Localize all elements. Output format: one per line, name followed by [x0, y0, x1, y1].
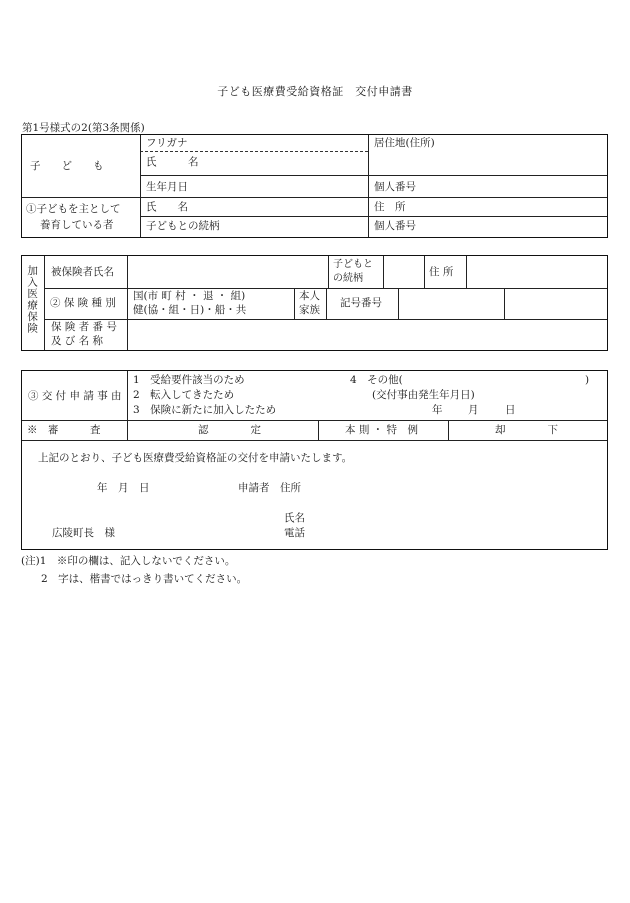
col-divider [127, 371, 128, 420]
document-title: 子ども医療費受給資格証 交付申請書 [217, 85, 413, 98]
special-rule-label: 本 則 ・ 特 例 [345, 424, 419, 436]
reason-option-1: 1 受給要件該当のため [133, 374, 245, 386]
applicant-phone-label: 電話 [284, 527, 305, 539]
col-divider [318, 421, 319, 440]
relationship-label: 子どもとの続柄 [146, 220, 220, 232]
address-label: 居住地(住所) [374, 137, 435, 149]
review-label: ※ 審 査 [27, 424, 101, 436]
row-divider [140, 216, 607, 217]
occurrence-year: 年 [432, 404, 443, 416]
furigana-divider [140, 151, 368, 152]
child-relation-label-line2: の続柄 [333, 273, 363, 284]
col-divider [368, 135, 369, 237]
occurrence-day: 日 [505, 404, 516, 416]
symbol-number-label: 記号番号 [340, 297, 382, 309]
col-divider [127, 256, 128, 350]
application-statement: 上記のとおり、子ども医療費受給資格証の交付を申請いたします。 [38, 452, 353, 464]
col-divider [398, 289, 399, 319]
insurer-number-label: 保 険 者 番 号 [51, 321, 117, 333]
guardian-personal-number-label: 個人番号 [374, 220, 416, 232]
furigana-label: フリガナ [146, 137, 188, 149]
reason-option-4-close: ) [585, 374, 590, 386]
application-date: 年 月 日 [97, 482, 150, 494]
reason-option-2: 2 転入してきたため [133, 389, 235, 401]
personal-number-label: 個人番号 [374, 181, 416, 193]
row-divider [140, 175, 607, 176]
application-reason-label: ③ 交 付 申 請 事 由 [28, 390, 122, 402]
insurance-type-options: 国(市 町 村 ・ 退 ・ 組) [133, 290, 246, 302]
col-divider [424, 256, 425, 288]
self-label: 本人 [299, 290, 320, 302]
row-divider [22, 420, 607, 421]
guardian-name-label: 氏 名 [146, 201, 188, 213]
guardian-address-label: 住 所 [374, 201, 406, 213]
col-divider [448, 421, 449, 440]
guardian-label: ①子どもを主として [26, 203, 121, 215]
child-relation-label: 子どもと [333, 259, 373, 270]
child-label: 子 ど も [30, 160, 104, 172]
col-divider [504, 289, 505, 319]
name-label: 氏 名 [146, 156, 199, 168]
occurrence-month: 月 [468, 404, 479, 416]
reason-option-4: 4 その他( [350, 374, 403, 386]
insurance-type-options-line2: 健(協・組・日)・船・共 [133, 304, 247, 316]
col-divider [383, 256, 384, 288]
occurrence-date-label: (交付事由発生年月日) [372, 389, 475, 401]
col-divider [466, 256, 467, 288]
form-reference: 第1号様式の2(第3条関係) [22, 122, 145, 134]
insured-name-label: 被保険者氏名 [51, 266, 114, 278]
col-divider [328, 256, 329, 288]
birthdate-label: 生年月日 [146, 181, 188, 193]
applicant-address-label: 申請者 住所 [238, 482, 301, 494]
insurance-vertical-label: 加入医療保険 [26, 265, 39, 334]
applicant-name-label: 氏名 [284, 512, 305, 524]
col-divider [326, 289, 327, 319]
reason-option-3: 3 保険に新たに加入したため [133, 404, 277, 416]
approval-label: 認 定 [198, 424, 261, 436]
col-divider [44, 256, 45, 350]
col-divider [127, 421, 128, 440]
insurance-type-label: ② 保 険 種 別 [50, 297, 116, 309]
col-divider [140, 135, 141, 237]
col-divider [294, 289, 295, 319]
row-divider [45, 319, 607, 320]
note-2: 2 字は、楷書ではっきり書いてください。 [41, 573, 248, 585]
rejection-label: 却 下 [495, 424, 558, 436]
insurer-name-label: 及 び 名 称 [51, 335, 104, 347]
row-divider [22, 440, 607, 441]
addressee-label: 広陵町長 様 [52, 527, 115, 539]
section-divider [22, 197, 607, 198]
note-1: (注)1 ※印の欄は、記入しないでください。 [21, 555, 236, 567]
family-label: 家族 [299, 304, 320, 316]
insured-address-label: 住 所 [429, 266, 454, 278]
guardian-label-line2: 養育している者 [40, 219, 114, 231]
